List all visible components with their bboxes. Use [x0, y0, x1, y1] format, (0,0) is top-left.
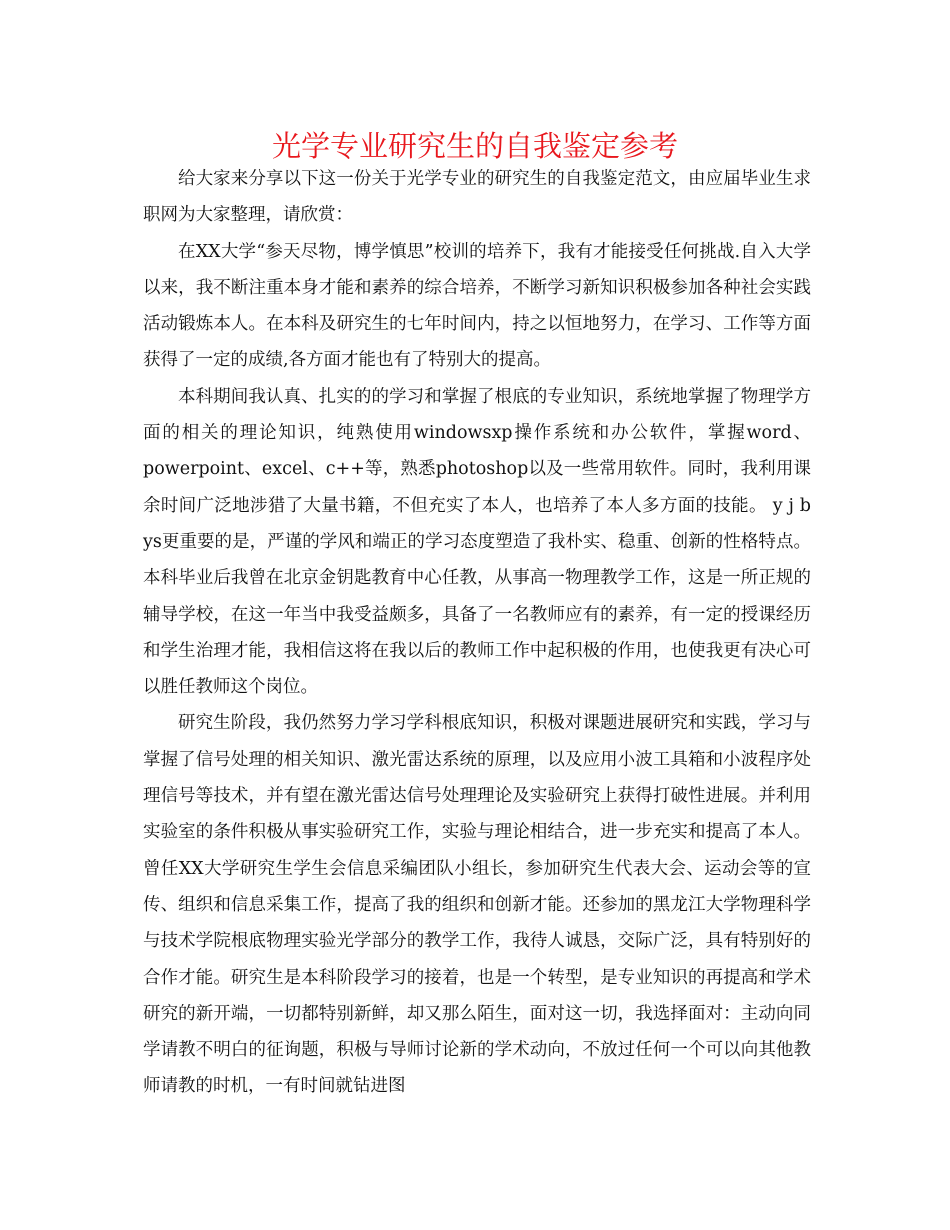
- paragraph-school-motto: 在XX大学“参天尽物，博学慎思”校训的培养下，我有才能接受任何挑战.自入大学以来，我不断注重本身才能和素养的综合培养，不断学习新知识积极参加各种社会实践活动锻炼本人。在本科及研究生的七年时间内，持之以恒地努力，在学习、工作等方面获得了一定的成绩,各方面才能也有了特别大的提高。: [143, 241, 811, 371]
- paragraph-graduate: 研究生阶段，我仍然努力学习学科根底知识，积极对课题进展研究和实践，学习与掌握了信号处理的相关知识、激光雷达系统的原理，以及应用小波工具箱和小波程序处理信号等技术，并有望在激光雷达信号处理理论及实验研究上获得打破性进展。并利用实验室的条件积极从事实验研究工作，实验与理论相结合，进一步充实和提高了本人。曾任XX大学研究生学生会信息采编团队小组长，参加研究生代表大会、运动会等的宣传、组织和信息采集工作，提高了我的组织和创新才能。还参加的黑龙江大学物理科学与技术学院根底物理实验光学部分的教学工作，我待人诚恳，交际广泛，具有特别好的合作才能。研究生是本科阶段学习的接着，也是一个转型，是专业知识的再提高和学术研究的新开端，一切都特别新鲜，却又那么陌生，面对这一切，我选择面对：主动向同学请教不明白的征询题，积极与导师讨论新的学术动向，不放过任何一个可以向其他教师请教的时机，一有时间就钻进图: [143, 713, 811, 1097]
- page-title: 光学专业研究生的自我鉴定参考: [271, 129, 678, 163]
- paragraph-intro: 给大家来分享以下这一份关于光学专业的研究生的自我鉴定范文，由应届毕业生求职网为大家整理，请欣赏：: [143, 169, 811, 226]
- document-body: [143, 161, 811, 1105]
- paragraph-undergraduate: 本科期间我认真、扎实的的学习和掌握了根底的专业知识，系统地掌握了物理学方面的相关的理论知识，纯熟使用windowsxp操作系统和办公软件，掌握word、powerpoint、excel、c++等，熟悉photoshop以及一些常用软件。同时，我利用课余时间广泛地涉猎了大量书籍，不但充实了本人，也培养了本人多方面的技能。 y j b ys更重要的是，严谨的学风和端正的学习态度塑造了我朴实、稳重、创新的性格特点。本科毕业后我曾在北京金钥匙教育中心任教，从事高一物理教学工作，这是一所正规的辅导学校，在这一年当中我受益颇多，具备了一名教师应有的素养，有一定的授课经历和学生治理才能，我相信这将在我以后的教师工作中起积极的作用，也使我更有决心可以胜任教师这个岗位。: [143, 386, 811, 698]
